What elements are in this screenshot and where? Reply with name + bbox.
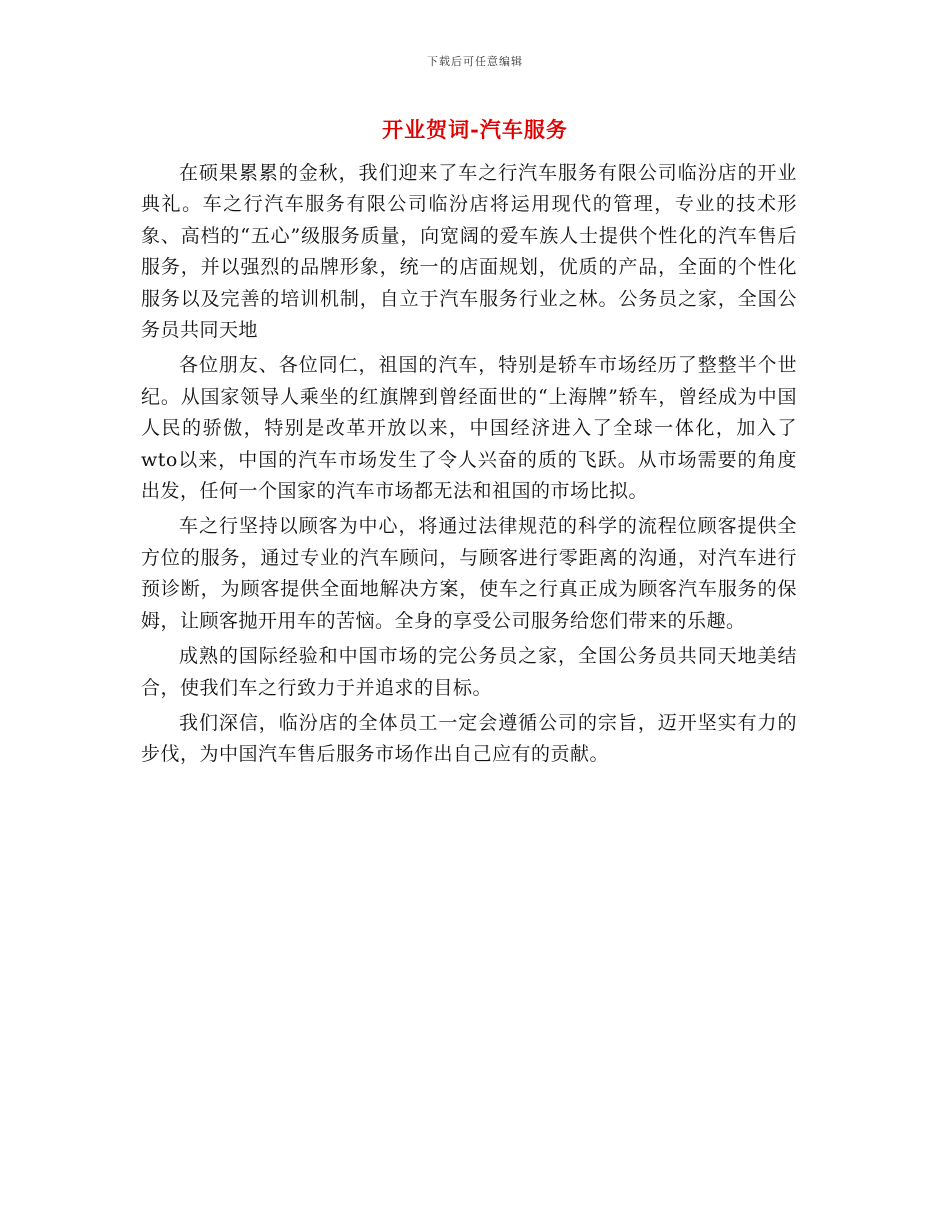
document-body — [141, 158, 797, 775]
document-title: 开业贺词-汽车服务 — [382, 117, 568, 142]
paragraph-4: 成熟的国际经验和中国市场的完公务员之家，全国公务员共同天地美结合，使我们车之行致力于并追求的目标。 — [141, 645, 797, 699]
page-header-note: 下载后可任意编辑 — [427, 55, 523, 68]
paragraph-1: 在硕果累累的金秋，我们迎来了车之行汽车服务有限公司临汾店的开业典礼。车之行汽车服务有限公司临汾店将运用现代的管理，专业的技术形象、高档的“五心”级服务质量，向宽阔的爱车族人士提供个性化的汽车售后服务，并以强烈的品牌形象，统一的店面规划，优质的产品，全面的个性化服务以及完善的培训机制，自立于汽车服务行业之林。公务员之家，全国公务员共同天地 — [141, 162, 797, 342]
paragraph-3: 车之行坚持以顾客为中心，将通过法律规范的科学的流程位顾客提供全方位的服务，通过专业的汽车顾问，与顾客进行零距离的沟通，对汽车进行预诊断，为顾客提供全面地解决方案，使车之行真正成为顾客汽车服务的保姆，让顾客抛开用车的苦恼。全身的享受公司服务给您们带来的乐趣。 — [141, 515, 797, 632]
paragraph-5: 我们深信，临汾店的全体员工一定会遵循公司的宗旨，迈开坚实有力的步伐，为中国汽车售后服务市场作出自己应有的贡献。 — [141, 711, 797, 766]
paragraph-2: 各位朋友、各位同仁，祖国的汽车，特别是轿车市场经历了整整半个世纪。从国家领导人乘坐的红旗牌到曾经面世的“上海牌”轿车，曾经成为中国人民的骄傲，特别是改革开放以来，中国经济进入了全球一体化，加入了wto以来，中国的汽车市场发生了令人兴奋的质的飞跃。从市场需要的角度出发，任何一个国家的汽车市场都无法和祖国的市场比拟。 — [141, 354, 797, 503]
